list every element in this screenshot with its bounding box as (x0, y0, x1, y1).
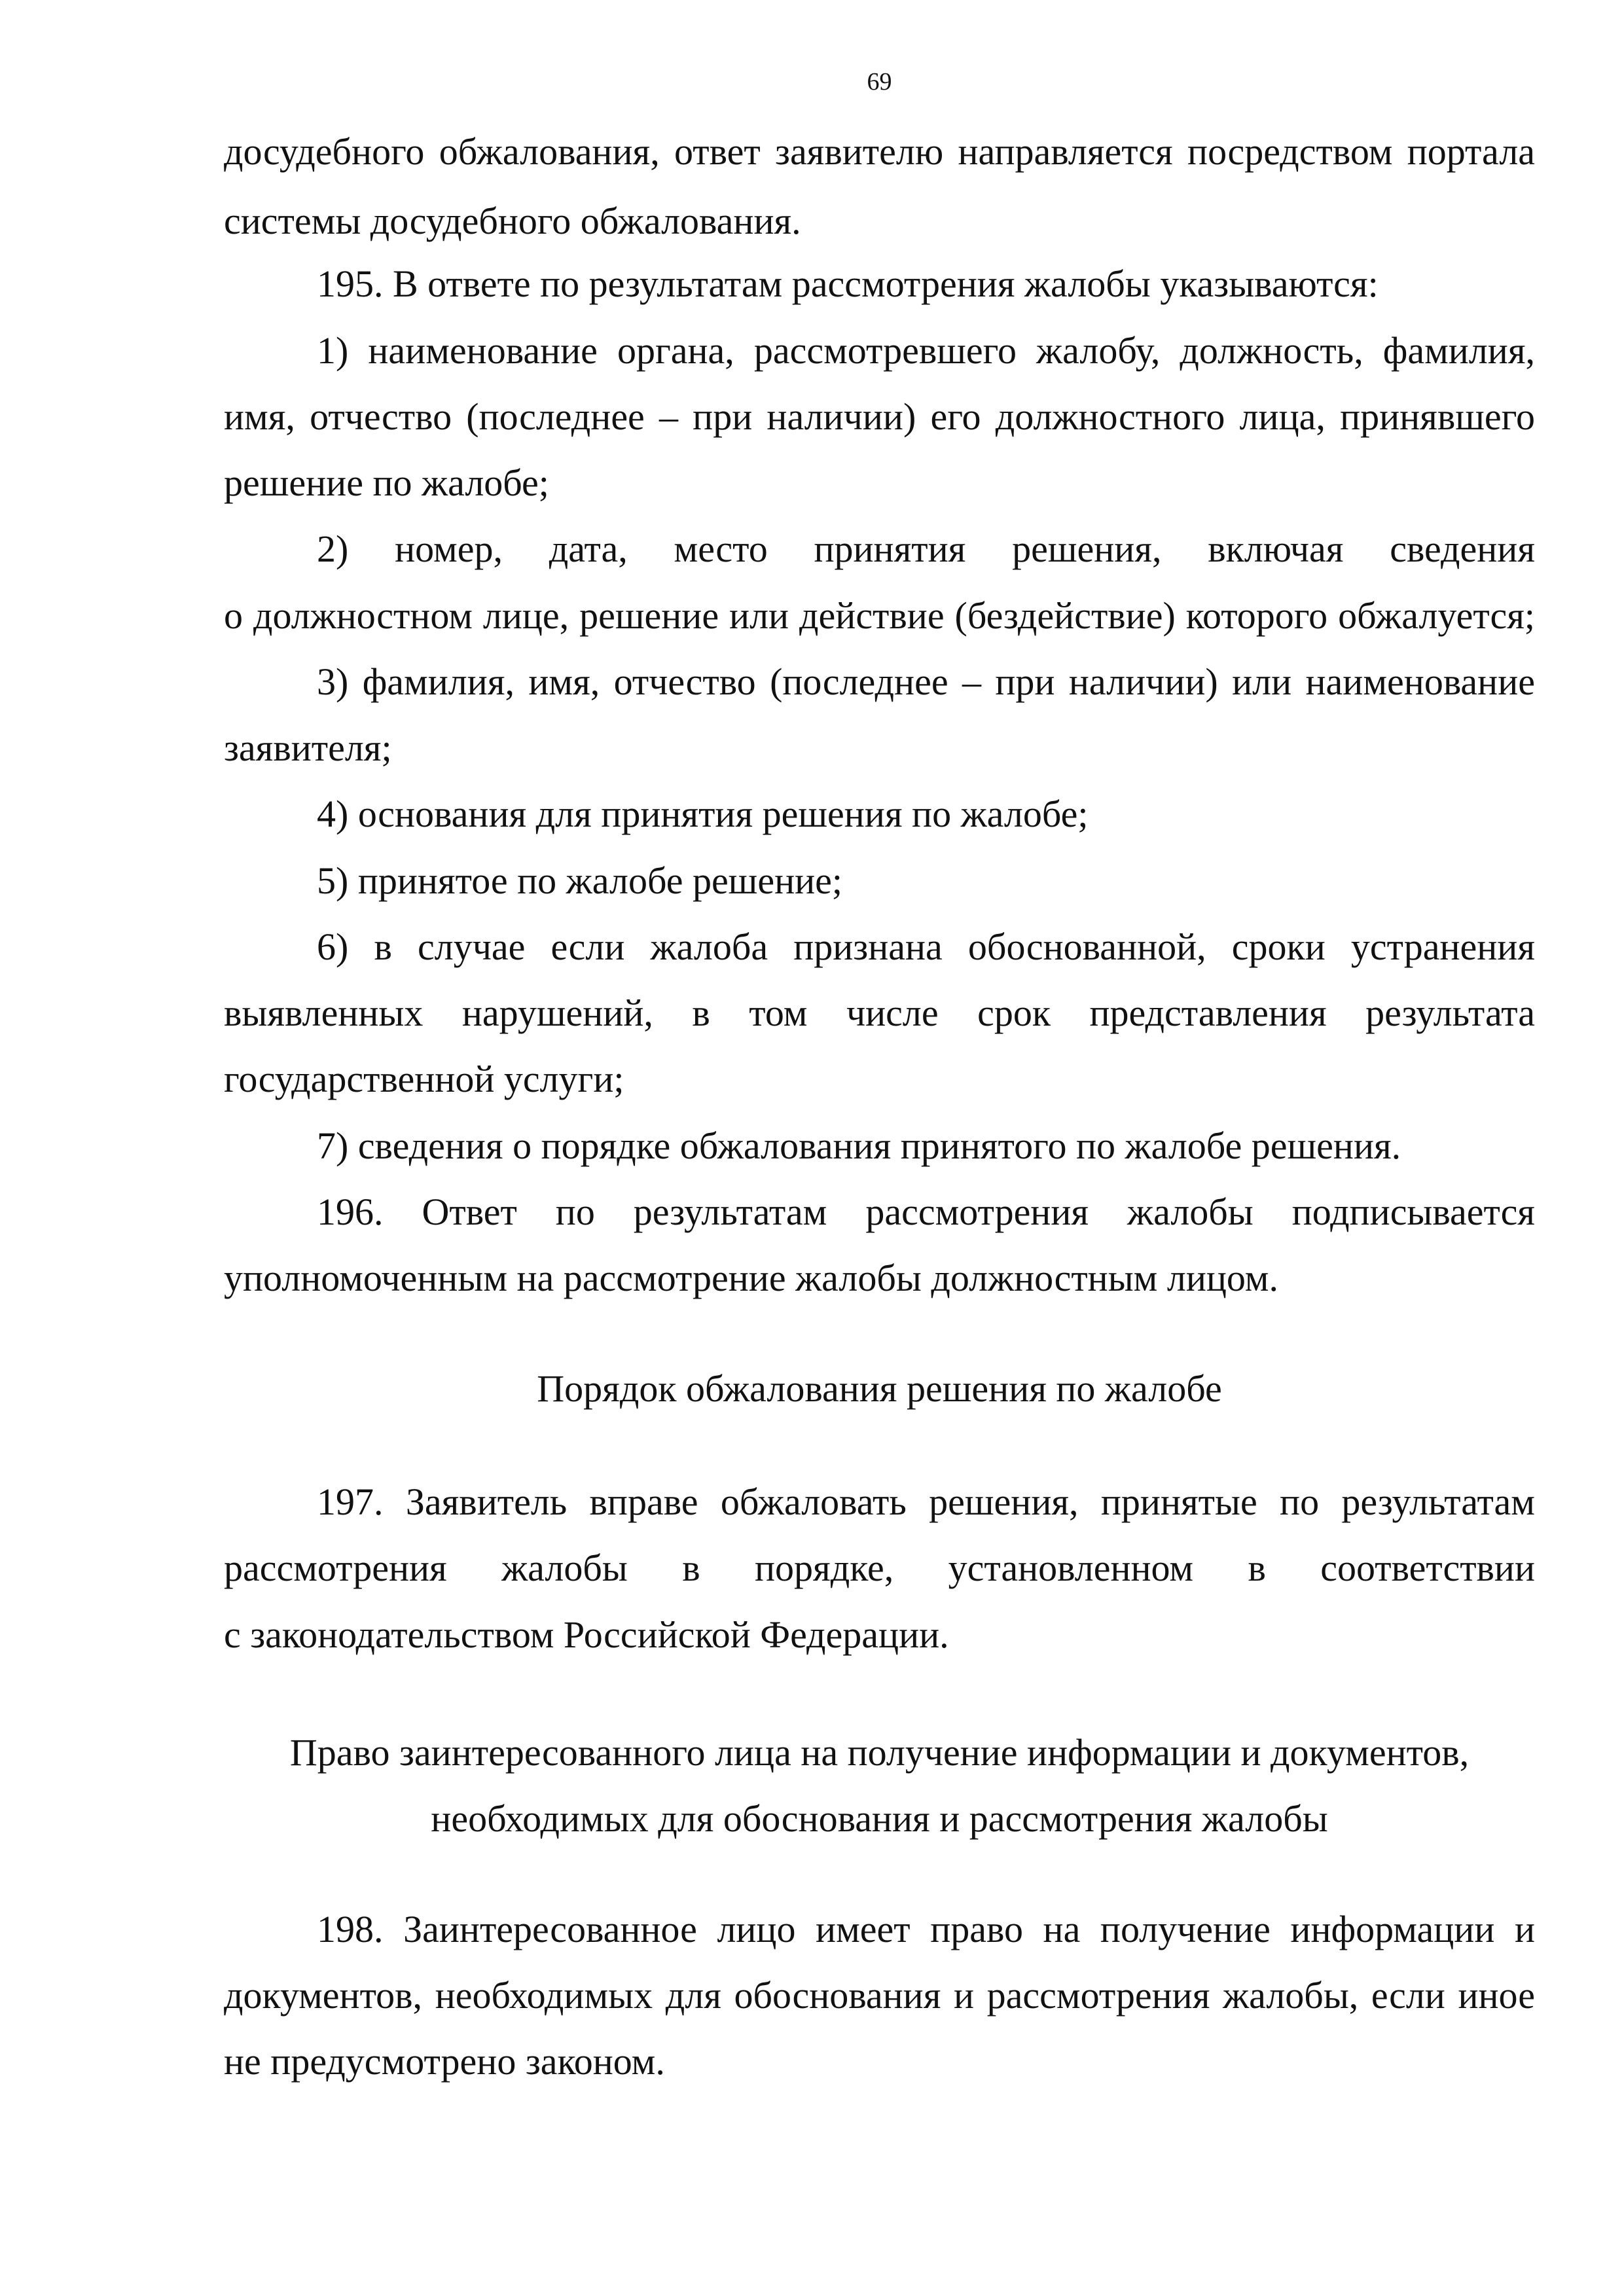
text-line: 7) сведения о порядке обжалования принятого по жалобе решения. (317, 1124, 1401, 1167)
text-line: уполномоченным на рассмотрение жалобы должностным лицом. (224, 1257, 1279, 1299)
text-line: выявленных нарушений, в том числе срок представления результата (224, 992, 1535, 1034)
text-line: о должностном лице, решение или действие (бездействие) которого обжалуется; (224, 594, 1535, 637)
text-line: рассмотрения жалобы в порядке, установленном в соответствии (224, 1547, 1535, 1589)
text-line: решение по жалобе; (224, 461, 549, 504)
text-line: 4) основания для принятия решения по жалобе; (317, 793, 1089, 835)
section-heading-line: необходимых для обоснования и рассмотрения жалобы (431, 1797, 1328, 1840)
text-line: 198. Заинтересованное лицо имеет право на получение информации и (317, 1908, 1535, 1950)
text-line: 195. В ответе по результатам рассмотрения жалобы указываются: (317, 262, 1379, 305)
text-line: документов, необходимых для обоснования и рассмотрения жалобы, если иное (224, 1974, 1535, 2017)
text-line: 1) наименование органа, рассмотревшего жалобу, должность, фамилия, (317, 329, 1535, 372)
text-line: имя, отчество (последнее – при наличии) его должностного лица, принявшего (224, 395, 1535, 438)
text-line: не предусмотрено законом. (224, 2040, 665, 2083)
section-heading-line: Порядок обжалования решения по жалобе (537, 1367, 1222, 1410)
text-line: 6) в случае если жалоба признана обоснованной, сроки устранения (317, 925, 1535, 968)
text-line: государственной услуги; (224, 1058, 624, 1100)
text-line: 196. Ответ по результатам рассмотрения жалобы подписывается (317, 1191, 1535, 1233)
page-number: 69 (867, 68, 892, 96)
text-line: 2) номер, дата, место принятия решения, включая сведения (317, 528, 1535, 570)
section-heading-line: Право заинтересованного лица на получение информации и документов, (289, 1731, 1470, 1774)
text-line: заявителя; (224, 726, 392, 769)
text-line: досудебного обжалования, ответ заявителю направляется посредством портала (224, 130, 1535, 173)
text-line: с законодательством Российской Федерации. (224, 1613, 949, 1656)
text-line: 197. Заявитель вправе обжаловать решения, принятые по результатам (317, 1480, 1535, 1523)
text-line: системы досудебного обжалования. (224, 200, 801, 242)
text-line: 5) принятое по жалобе решение; (317, 859, 843, 902)
text-line: 3) фамилия, имя, отчество (последнее – при наличии) или наименование (317, 660, 1535, 703)
